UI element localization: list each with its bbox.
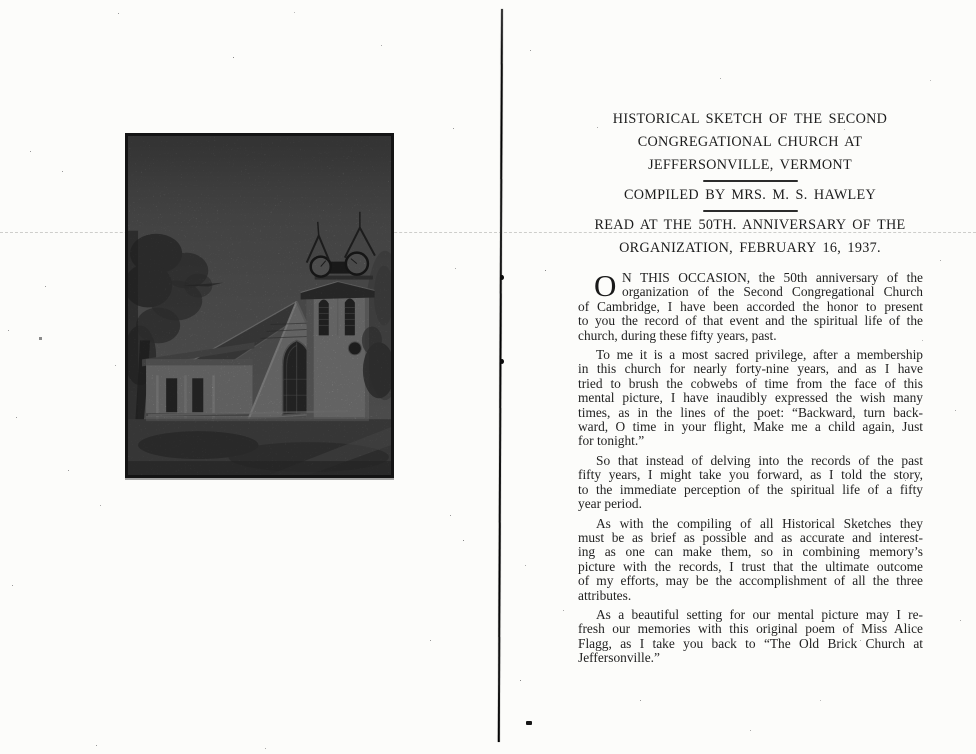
- divider-rule: [703, 210, 798, 212]
- paragraph: [578, 268, 923, 343]
- text-line: ward, O time in your flight, Make me a child again, Just: [578, 419, 923, 435]
- text-line: must be as brief as possible and as accurate and interest-: [578, 529, 923, 545]
- title-line-2: CONGREGATIONAL CHURCH AT: [637, 134, 863, 150]
- text-line: times, as in the lines of the poet: “Backward, turn back-: [578, 404, 923, 420]
- paragraph: [578, 348, 923, 449]
- church-photo: [125, 133, 394, 478]
- text-line: N THIS OCCASION, the 50th anniversary of the: [622, 270, 923, 285]
- fold-ink-blob: [500, 275, 504, 280]
- ink-speck: [526, 721, 532, 725]
- text-line: To me it is a most sacred privilege, after a membership: [596, 347, 923, 363]
- text-line: As a beautiful setting for our mental picture may I re-: [596, 606, 923, 622]
- text-line: Jeffersonville.”: [578, 650, 660, 666]
- text-line: for tonight.”: [578, 433, 645, 449]
- text-line: of my efforts, may be the accomplishment of all the three: [578, 573, 923, 589]
- text-line: Flagg, as I take you back to “The Old Brick Church at: [578, 635, 923, 651]
- text-line: mental picture, I have inaudibly expressed the wish many: [578, 390, 923, 406]
- body-text: [578, 268, 923, 666]
- fold-ink-blob: [500, 359, 504, 364]
- text-line: ing as one can make them, so in combining memory’s: [578, 544, 923, 560]
- paragraph: [578, 454, 923, 512]
- paragraph: [578, 608, 923, 666]
- text-line: of Cambridge, I have been accorded the honor to present: [578, 298, 923, 314]
- divider-rule: [703, 180, 798, 182]
- text-line: fifty years, I might take you forward, as I told the story,: [578, 467, 923, 483]
- read-line-1: READ AT THE 50TH. ANNIVERSARY OF THE: [594, 217, 906, 233]
- text-line: picture with the records, I trust that the ultimate outcome: [578, 558, 923, 574]
- text-line: to you the record of that event and the spiritual life of the: [578, 313, 923, 329]
- scan-noise-specks: [0, 0, 1, 1]
- text-line: in this church for nearly forty-nine years, and as I have: [578, 361, 923, 377]
- church-photo-image: [128, 136, 391, 475]
- text-line: organization of the Second Congregational Church: [622, 284, 923, 300]
- heading-block: [576, 108, 924, 260]
- text-line: tried to brush the cobwebs of time from the face of this: [578, 375, 923, 391]
- read-line-2: ORGANIZATION, FEBRUARY 16, 1937.: [619, 240, 881, 256]
- text-line: So that instead of delving into the records of the past: [596, 452, 923, 468]
- paragraph: [578, 517, 923, 603]
- title-line-1: HISTORICAL SKETCH OF THE SECOND: [612, 111, 888, 127]
- compiled-by-line: COMPILED BY MRS. M. S. HAWLEY: [623, 187, 877, 203]
- text-line: year period.: [578, 496, 642, 512]
- title-line-3: JEFFERSONVILLE, VERMONT: [648, 157, 852, 173]
- text-line: As with the compiling of all Historical Sketches they: [596, 515, 923, 531]
- page-fold-line: [498, 9, 503, 742]
- text-line: to the immediate perception of the spiritual life of a fifty: [578, 481, 923, 497]
- drop-cap: O: [594, 268, 617, 303]
- text-line: fresh our memories with this original poem of Miss Alice: [578, 621, 923, 637]
- text-line: attributes.: [578, 587, 632, 603]
- text-line: church, during these fifty years, past.: [578, 327, 777, 343]
